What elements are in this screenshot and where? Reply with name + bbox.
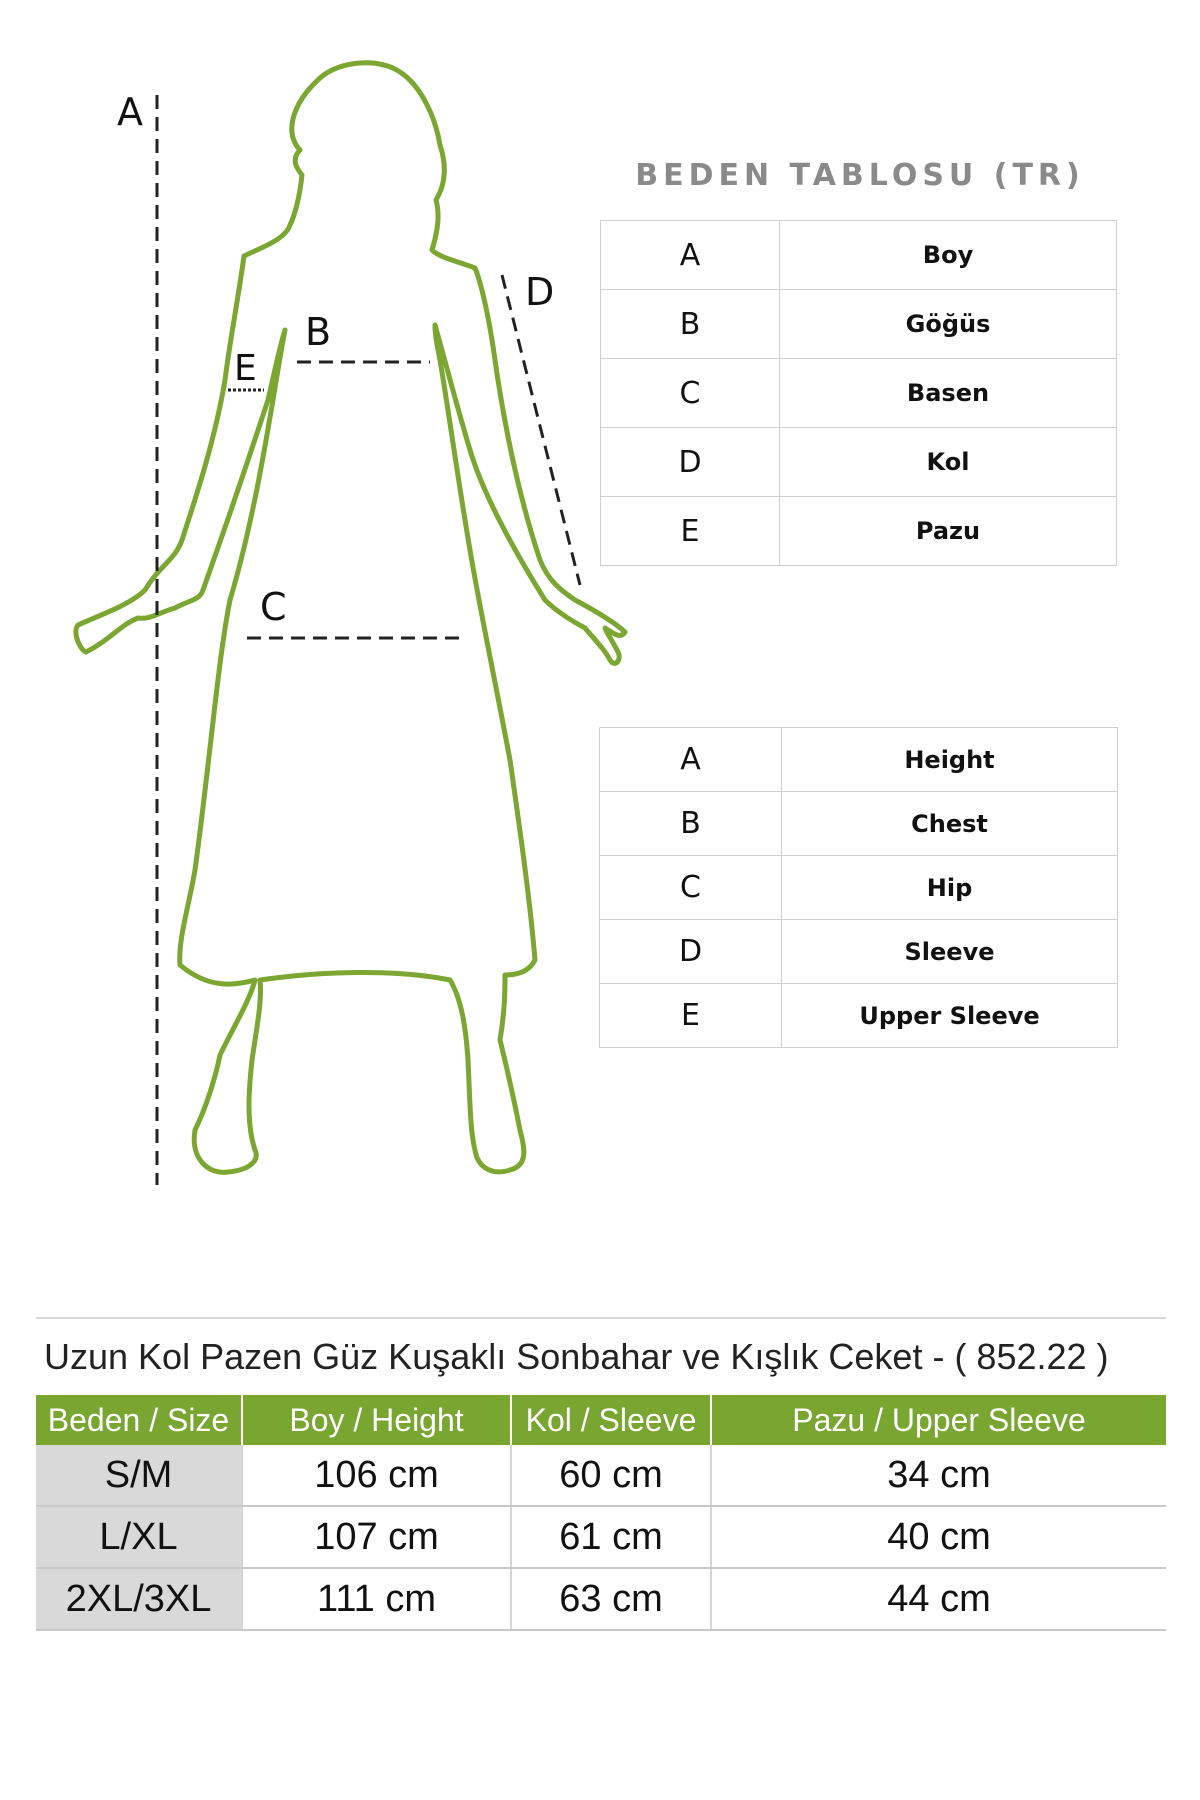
header-size: Beden / Size <box>36 1395 242 1445</box>
title-divider <box>36 1317 1166 1319</box>
legend-tr-table <box>600 220 1117 566</box>
height-value: 111 cm <box>242 1568 511 1630</box>
size-value: S/M <box>36 1445 242 1506</box>
legend-label: Height <box>782 728 1118 792</box>
size-chart-table <box>36 1395 1166 1631</box>
legend-row <box>601 290 1117 359</box>
legend-row <box>601 428 1117 497</box>
sleeve-value: 63 cm <box>511 1568 711 1630</box>
sleeve-value: 60 cm <box>511 1445 711 1506</box>
upper-sleeve-value: 34 cm <box>711 1445 1166 1506</box>
size-value: 2XL/3XL <box>36 1568 242 1630</box>
label-e: E <box>234 348 257 389</box>
legend-code: B <box>600 792 782 856</box>
legend-code: E <box>601 497 780 566</box>
legend-en-table <box>599 727 1118 1048</box>
header-sleeve: Kol / Sleeve <box>511 1395 711 1445</box>
label-a: A <box>117 90 143 134</box>
legend-label: Basen <box>780 359 1117 428</box>
table-row <box>36 1568 1166 1630</box>
legend-row <box>601 497 1117 566</box>
legend-code: E <box>600 984 782 1048</box>
size-value: L/XL <box>36 1506 242 1568</box>
table-row <box>36 1506 1166 1568</box>
legend-code: C <box>600 856 782 920</box>
legend-row <box>600 920 1118 984</box>
legend-code: B <box>601 290 780 359</box>
product-title: Uzun Kol Pazen Güz Kuşaklı Sonbahar ve Kışlık Ceket - ( 852.22 ) <box>44 1336 1109 1377</box>
legend-label: Hip <box>782 856 1118 920</box>
header-upper-sleeve: Pazu / Upper Sleeve <box>711 1395 1166 1445</box>
sleeve-value: 61 cm <box>511 1506 711 1568</box>
label-b: B <box>305 310 332 354</box>
legend-row <box>600 792 1118 856</box>
legend-row <box>600 984 1118 1048</box>
label-c: C <box>260 585 287 629</box>
legend-label: Göğüs <box>780 290 1117 359</box>
sleeve-guide-line <box>502 275 580 585</box>
upper-sleeve-value: 44 cm <box>711 1568 1166 1630</box>
legend-code: A <box>601 221 780 290</box>
height-value: 107 cm <box>242 1506 511 1568</box>
legend-code: D <box>601 428 780 497</box>
legend-code: A <box>600 728 782 792</box>
legend-label: Boy <box>780 221 1117 290</box>
upper-sleeve-value: 40 cm <box>711 1506 1166 1568</box>
legend-row <box>601 221 1117 290</box>
legend-tr-title: BEDEN TABLOSU (TR) <box>635 158 1085 193</box>
header-height: Boy / Height <box>242 1395 511 1445</box>
legend-code: C <box>601 359 780 428</box>
size-chart-header-row <box>36 1395 1166 1445</box>
table-row <box>36 1445 1166 1506</box>
legend-code: D <box>600 920 782 984</box>
legend-label: Kol <box>780 428 1117 497</box>
legend-label: Chest <box>782 792 1118 856</box>
height-value: 106 cm <box>242 1445 511 1506</box>
legend-row <box>600 856 1118 920</box>
label-d: D <box>525 270 555 314</box>
legend-label: Upper Sleeve <box>782 984 1118 1048</box>
legend-label: Pazu <box>780 497 1117 566</box>
legend-row <box>601 359 1117 428</box>
legend-label: Sleeve <box>782 920 1118 984</box>
legend-row <box>600 728 1118 792</box>
